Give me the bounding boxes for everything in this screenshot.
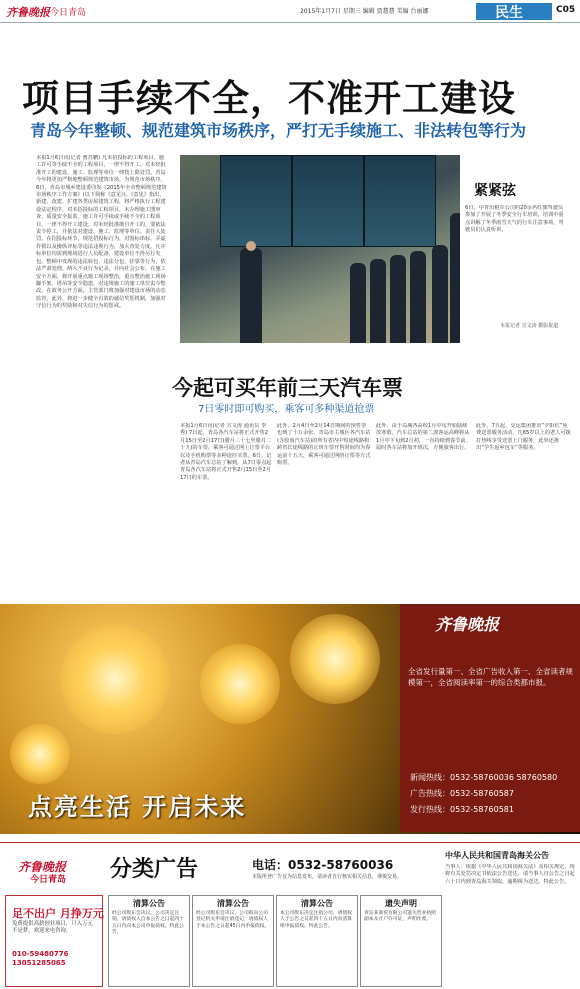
photo-person: [240, 248, 262, 343]
channel-label: 民生: [495, 5, 523, 21]
notice-title: 清算公告: [217, 899, 249, 908]
notice-title: 清算公告: [133, 899, 165, 908]
photo-person: [350, 263, 366, 343]
notice-text: 经公司股东会决议，公司决定注销，请债权人自本公告之日起四十五日内向本公司申报债权。特此公告。: [112, 911, 184, 936]
second-story-col-4: 此外，7日起，交运集团推出“夕阳红”免费送票服务活动，凡65岁以上的老人可拨打热线享受送票上门服务，此外还推出“学生返乡包车”等服务。: [476, 423, 571, 452]
main-story-body: 本报1月6日讯(记者 曹苏鹏) 凡未招投标的工程项目，施工许可等手续不全的工程项目，一律不得开工。对未经批准开工的建设、施工、监理等单位一律按上限处罚。青岛今年将更加严格地整顿规范建筑市场。为规范市场秩序，6日，青岛市城乡建设委印发《2015年全市整顿规范建筑市场秩序工作方案》(以下简称《意见》)。《意见》指出，新建、改建、扩建各类房屋建筑工程，将严格执行工程建设法定程序，对未招投标的工程项目，未办理施工图审查、质量安全报监、施工许可手续或手续不全的工程项目，一律不得开工建设。对未经批准擅自开工的，要依法责令停工，并依法对建设、施工、监理等单位、责任人处罚。在招投标环节，规范招投标行为，对围标串标、弄虚作假以及操纵评标等违法违规行为，加大查处力度。凡中标单位均需到现场进行人员配备，建设单位不得另行发包。整顿中发现的违法转包、违法分包、挂靠等行为，依法严肃处理，纳入不良行为记录，并向社会公布。在施工安全方面，将开展重点施工现场整治，重点整治施工现场脚手架、塔吊等安全隐患，对违规施工的施工单位责令整改。在政务公开方面，主管部门将加强对建设市场的动态监管，此外，将进一步健全有效的诚信奖惩机制，加强对守信行为的奖励和对失信行为的惩戒。: [36, 155, 167, 310]
section-label: 今日青岛: [50, 8, 87, 18]
customs-notice-body: 当事人：依据《中华人民共和国海关法》及相关规定，现将有关处罚决定书依法公告送达，请当事人自公告之日起六十日内到青岛海关领取，逾期视为送达。特此公告。: [445, 864, 575, 885]
notice-text: 经公司股东会决议，公司拟向公司登记机关申请注销登记，请债权人于本公告之日起45日内申报债权。: [196, 911, 270, 929]
notice-text: 青岛某商贸有限公司遗失营业执照副本及开户许可证，声明作废。: [364, 911, 436, 923]
light-bulb-icon: [200, 644, 280, 724]
newspaper-logo: 齐鲁晚报: [6, 6, 50, 19]
photo-credit: 本报记者 宣文涛 摄影报道: [500, 323, 559, 329]
notice-text: 本公司股东决定注销公司，请债权人于公告之日起四十五日内向清算组申报债权。特此公告。: [280, 911, 352, 929]
classifieds-phone: 电话：0532-58760036: [252, 858, 394, 872]
photo-person: [410, 251, 426, 343]
main-headline: 项目手续不全，不准开工建设: [22, 77, 516, 120]
notice-box: [192, 895, 274, 987]
issue-info: 2015年1月7日 星期三 编辑 贾慧慧 美编 台丽娜: [300, 8, 429, 15]
photo-person: [390, 255, 406, 343]
small-ad-phone: 010-59480776 13051285065: [12, 950, 69, 967]
notice-title: 清算公告: [301, 899, 333, 908]
ad-circulation-hotline: 发行热线：0532-58760581: [410, 805, 514, 814]
photo-screen: [220, 155, 292, 247]
ad-slogan: 点亮生活 开启未来: [28, 793, 247, 821]
light-bulb-icon: [290, 614, 380, 704]
photo-person-head: [246, 241, 256, 251]
light-bulb-icon: [60, 624, 170, 734]
ad-body: 全省发行量第一、全省广告收入第一、全省读者规模第一，全省阅读率第一的综合类都市报。: [408, 667, 573, 687]
second-story-col-1: 本报1月6日讯(记者 宣文涛 通讯员 李秀) 7日起，青岛各汽车站将正式开售2月15日至2月17日(腊月二十七至腊月二十九)的车票，乘客可通过网上订票平台以及手机购票等多种途径买票。6日，记者从青岛汽车总站了解到，从7日零点起青岛各汽车站将正式开售2月15日至2月17日的车票。: [180, 423, 272, 481]
notice-box: [276, 895, 358, 987]
brief-title: 紧紧弦: [474, 183, 516, 199]
classifieds-note: 本版所登广告仅为信息发布，请读者自行核实相关信息，谨慎交易。: [252, 874, 403, 880]
brief-body: 6日，中青出租车公司约20余名红旗驾驶员参加了开展了冬季安全行车培训，培训中重点讲解了冬季雨雪天气的行车注意事项，驾驶员们认真听讲。: [465, 205, 564, 234]
classifieds-logo: 齐鲁晚报: [18, 860, 67, 874]
news-photo: [180, 155, 460, 343]
ad-ad-hotline: 广告热线：0532-58760587: [410, 789, 514, 798]
classifieds-title: 分类广告: [110, 857, 199, 882]
notice-title: 遗失声明: [385, 899, 417, 908]
second-story-col-2: 此外，2月4日至2月14日期间的预售票也到了十万余张。青岛市主城区各汽车站(含胶南汽车站)的所有省内中短途线路和跨省长途线路的正班车票开售时间均为春运前十五天，乘客可通过网络订票等方式购票。: [277, 423, 371, 467]
photo-person: [432, 245, 448, 343]
customs-notice-title: 中华人民共和国青岛海关公告: [445, 851, 549, 860]
photo-person: [450, 213, 460, 343]
second-headline: 今起可买年前三天汽车票: [172, 376, 403, 400]
notice-box: [108, 895, 190, 987]
small-ad-text: 免费提供高薪创业项目，月入万元不是梦，欢迎来电咨询。: [12, 921, 93, 934]
photo-screen: [292, 155, 364, 247]
classifieds-city: 今日青岛: [30, 875, 67, 885]
ad-logo: 齐鲁晚报: [435, 615, 500, 634]
second-story-col-3: 此外，由于岛城各高校1月中旬开始陆续放寒假，汽车总站的第二波客运高峰将从1月中下旬到2月初，一直持续到春节前。届时各车站将加开班次，方便旅客出行。: [376, 423, 471, 452]
photo-person: [370, 259, 386, 343]
main-subheadline: 青岛今年整顿、规范建筑市场秩序，严打无手续施工、非法转包等行为: [30, 121, 527, 140]
photo-screen: [364, 155, 436, 247]
light-bulb-icon: [10, 724, 70, 784]
page-number: C05: [556, 5, 576, 15]
second-subheadline: 7日零时即可购买，乘客可多种渠道抢票: [198, 404, 375, 415]
ad-news-hotline: 新闻热线：0532-58760036 58760580: [410, 773, 558, 782]
small-ad-title: 足不出户 月挣万元: [12, 907, 104, 920]
classifieds-divider: [0, 842, 580, 843]
notice-box: [360, 895, 442, 987]
